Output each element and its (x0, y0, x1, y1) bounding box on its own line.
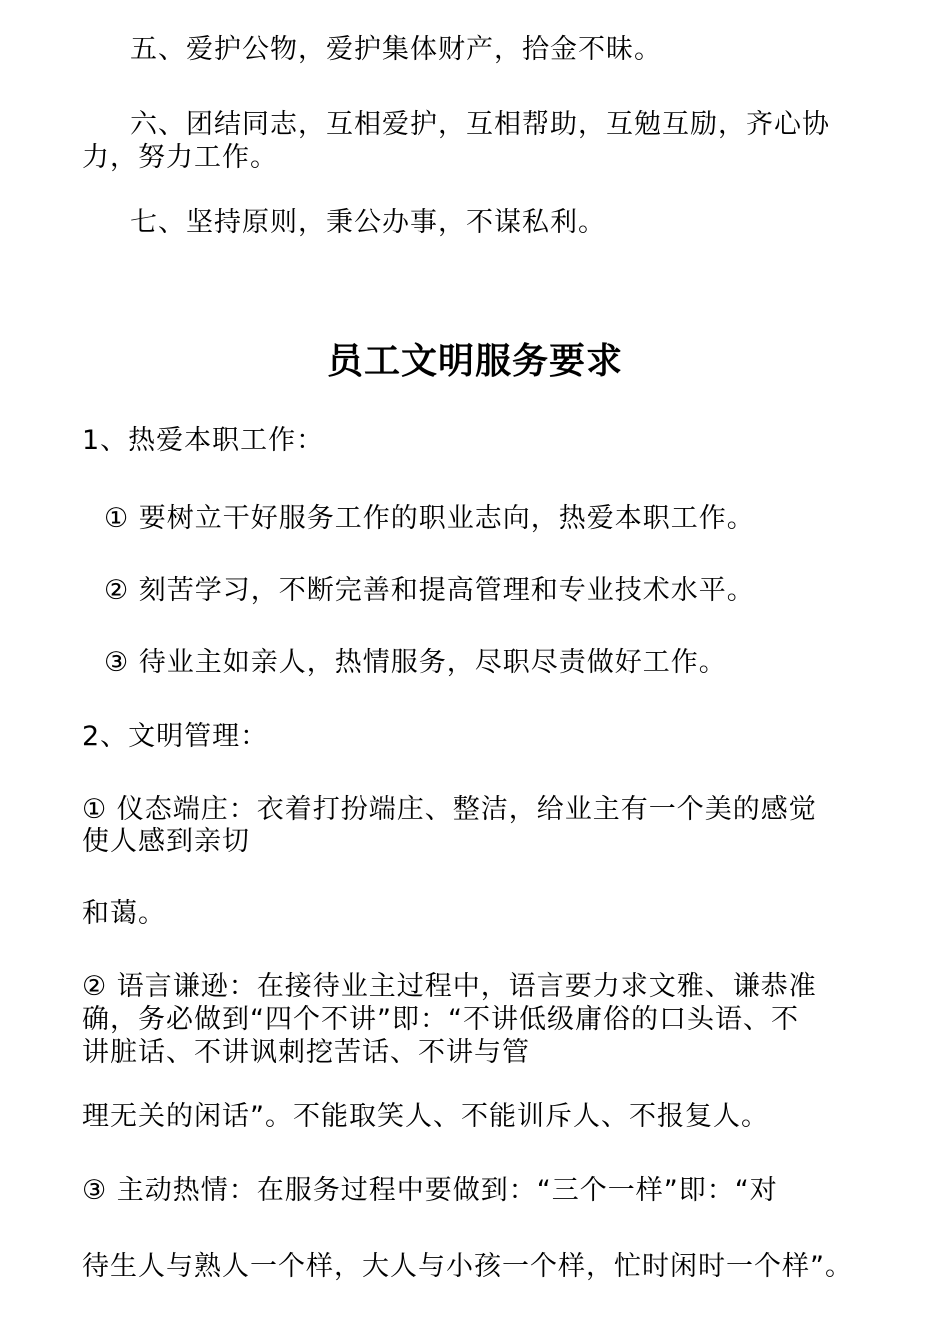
rule-seven: 七、坚持原则，秉公办事，不谋私利。 (130, 207, 606, 238)
item1-point-1: ① 要树立干好服务工作的职业志向，热爱本职工作。 (104, 503, 755, 534)
item2-p2-line-2: 确，务必做到“四个不讲”即：“不讲低级庸俗的口头语、不 (82, 1004, 799, 1035)
item2-p1-line-1: ① 仪态端庄：衣着打扮端庄、整洁，给业主有一个美的感觉 (82, 794, 817, 825)
item2-p1-line-3: 和蔼。 (82, 898, 166, 929)
item2-p2-line-4: 理无关的闲话”。不能取笑人、不能训斥人、不报复人。 (82, 1101, 769, 1132)
item1-heading: 1、热爱本职工作： (82, 425, 325, 456)
item2-p3-line-2: 待生人与熟人一个样，大人与小孩一个样，忙时闲时一个样”。 (82, 1251, 853, 1282)
rule-five: 五、爱护公物，爱护集体财产，拾金不昧。 (130, 34, 662, 65)
item2-p1-line-2: 使人感到亲切 (82, 826, 250, 857)
item2-p3-line-1: ③ 主动热情：在服务过程中要做到：“三个一样”即：“对 (82, 1175, 778, 1206)
item2-heading: 2、文明管理： (82, 721, 269, 752)
rule-six-line-1: 六、团结同志，互相爱护，互相帮助，互勉互励，齐心协 (130, 109, 830, 140)
item2-p2-line-1: ② 语言谦逊：在接待业主过程中，语言要力求文雅、谦恭准 (82, 971, 817, 1002)
item1-point-3: ③ 待业主如亲人，热情服务，尽职尽责做好工作。 (104, 647, 727, 678)
item1-point-2: ② 刻苦学习，不断完善和提高管理和专业技术水平。 (104, 575, 755, 606)
section-title: 员工文明服务要求 (326, 341, 623, 382)
rule-six-line-2: 力，努力工作。 (82, 142, 278, 173)
item2-p2-line-3: 讲脏话、不讲讽刺挖苦话、不讲与管 (82, 1037, 530, 1068)
